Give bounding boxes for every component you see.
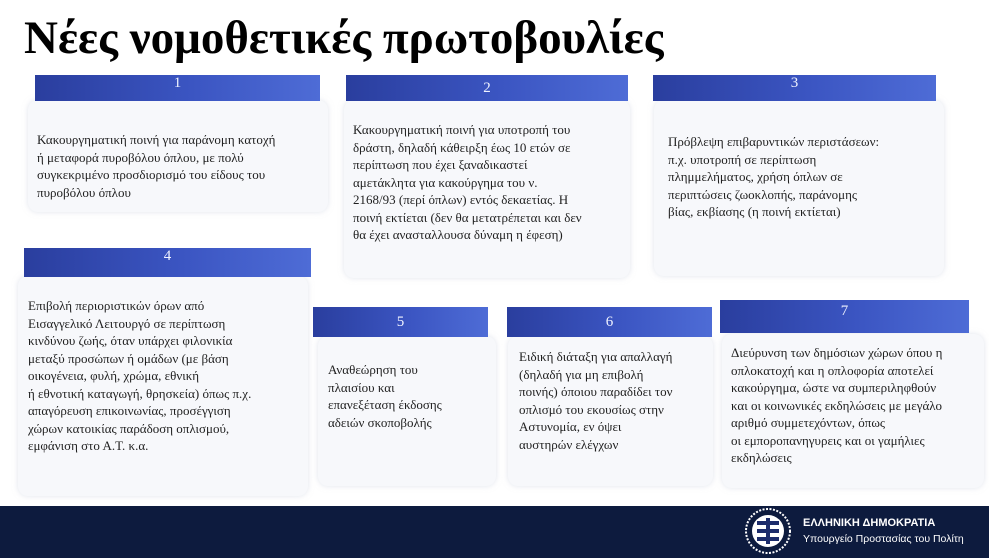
item-number-7: 7 [720,300,969,333]
item-number-1: 1 [35,75,320,101]
item-text-7: Διεύρυνση των δημόσιων χώρων όπου η οπλοκατοχή και η οπλοφορία αποτελεί κακούργημα, ώστε να συμπεριληφθούν και οι κοινωνικές εκδηλώσεις με μεγάλο αριθμό συμμετεχόντων, όπως οι εμποροπανηγυρεις και οι γαμήλιες εκδηλώσεις [731,345,943,465]
item-text-5: Αναθεώρηση του πλαισίου και επανεξέταση έκδοσης αδειών σκοποβολής [328,362,442,430]
item-text-1: Κακουργηματική ποινή για παράνομη κατοχή ή μεταφορά πυροβόλου όπλου, με πολύ συγκεκριμένο προσδιορισμό του είδους του πυροβόλου όπλου [37,132,276,200]
item-text-3: Πρόβλεψη επιβαρυντικών περιστάσεων: π.χ. υποτροπή σε περίπτωση πλημμελήματος, χρήση όπλων σε περιπτώσεις ζωοκλοπής, παράνομης βίας, εκβίασης (η ποινή εκτίεται) [668,134,880,219]
item-text-4: Επιβολή περιοριστικών όρων από Εισαγγελικό Λειτουργό σε περίπτωση κινδύνου ζωής, όταν υπάρχει φιλονικία μεταξύ προσώπων ή ομάδων (με βάση οικογένεια, φυλή, χρώμα, εθνική ή εθνοτική καταγωγή, θρησκεία) όπως π.χ. απαγόρευση επικοινωνίας, προσέγγιση χώρων κατοικίας παράδοση οπλισμού, εμφάνιση στο Α.Τ. κ.α. [28,298,252,453]
item-number-4: 4 [24,248,311,277]
item-number-3: 3 [653,75,936,101]
item-number-5: 5 [313,307,488,337]
hellenic-police-emblem-icon [744,507,792,555]
footer-bar [0,506,989,558]
footer-brand-title: ΕΛΛΗΝΙΚΗ ΔΗΜΟΚΡΑΤΙΑ [803,517,936,529]
footer-brand-subtitle: Υπουργείο Προστασίας του Πολίτη [803,533,964,545]
page-title: Νέες νομοθετικές πρωτοβουλίες [24,12,664,64]
item-number-6: 6 [507,307,712,337]
item-text-6: Ειδική διάταξη για απαλλαγή (δηλαδή για μη επιβολή ποινής) όποιου παραδίδει τον οπλισμό του εκουσίως στην Αστυνομία, εν όψει αυστηρών ελέγχων [519,349,673,452]
item-text-2: Κακουργηματική ποινή για υποτροπή του δράστη, δηλαδή κάθειρξη έως 10 ετών σε περίπτωση που έχει ξαναδικαστεί αμετάκλητα για κακούργημα του ν. 2168/93 (περί όπλων) εντός δεκαετίας. Η ποινή εκτίεται (δεν θα μετατρέπεται και δεν θα έχει ανασταλλουσα δύναμη η έφεση) [353,122,582,242]
item-number-2: 2 [346,75,628,101]
